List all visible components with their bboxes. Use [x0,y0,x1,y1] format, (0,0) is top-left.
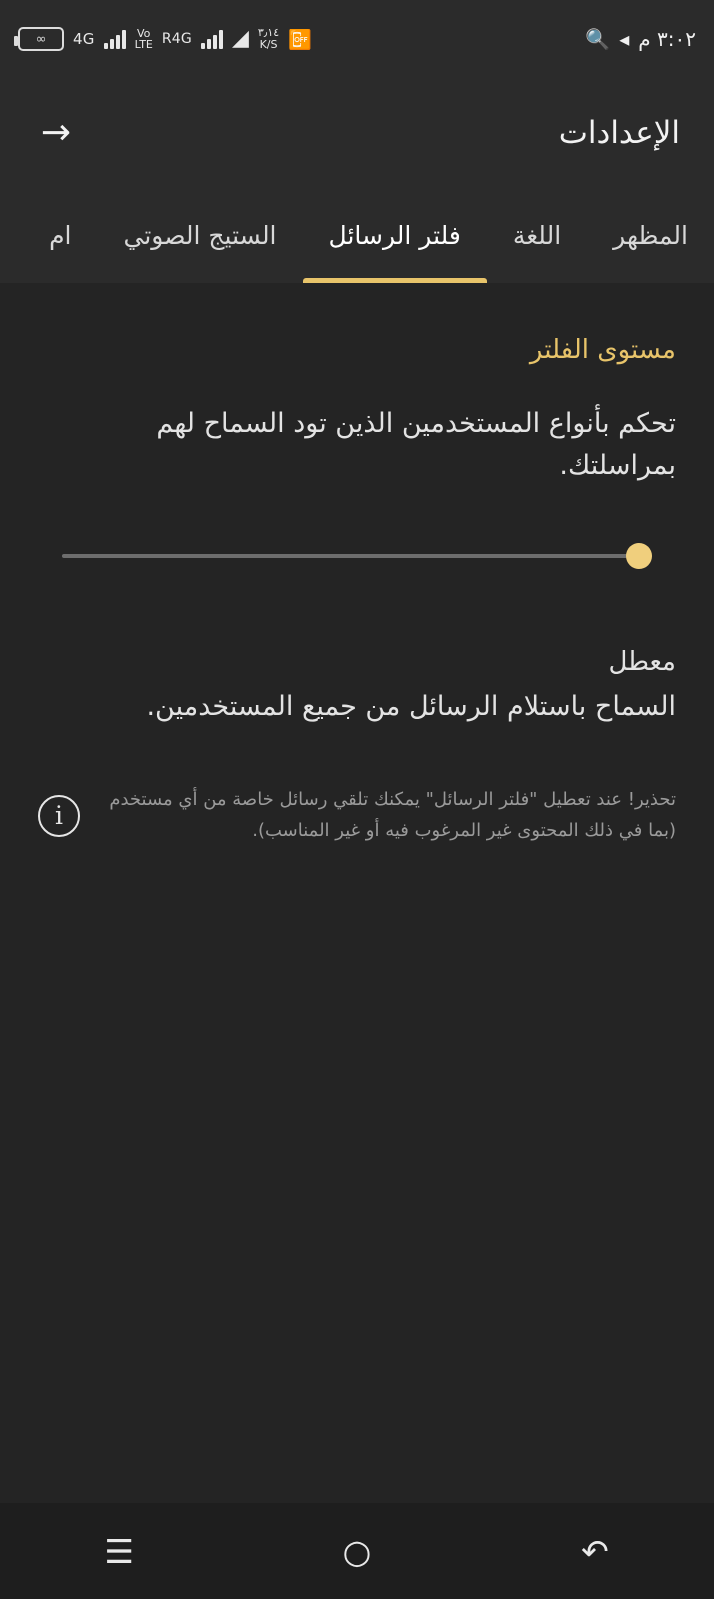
vibrate-icon: 📴 [288,28,312,51]
network-speed-indicator [258,27,279,50]
page-title: الإعدادات [558,115,680,151]
telegram-icon: ◂ [619,27,630,51]
volte-bottom-label: LTE [134,38,153,51]
filter-state-label: معطل [608,646,676,677]
wifi-icon: ◢ [231,26,249,51]
slider-thumb[interactable] [626,543,652,569]
warning-text: تحذير! عند تعطيل "فلتر الرسائل" يمكنك تلقي رسائل خاصة من أي مستخدم (بما في ذلك المحتوى غير المرغوب فيه أو غير المناسب). [109,789,676,841]
system-navigation-bar[interactable] [0,1503,714,1599]
back-arrow-icon[interactable]: → [40,112,72,153]
signal-bars-icon-2 [201,29,223,49]
network-speed-value: ٣٫١٤ [257,26,280,40]
warning-row [38,785,676,846]
battery-text: ∞ [35,31,47,47]
network-r4g-label: R4G [161,31,192,47]
volte-top-label: Vo [137,27,151,40]
slider-track [62,554,652,558]
tab-language[interactable]: اللغة [512,221,562,250]
settings-content [0,283,714,1503]
tab-voice-stage[interactable]: الستيج الصوتي [123,221,277,250]
volte-icon [135,28,153,50]
battery-icon [18,27,64,51]
filter-level-slider[interactable] [62,543,652,569]
home-icon[interactable]: ○ [342,1531,372,1571]
tab-general-clipped[interactable]: ام [49,221,72,250]
back-icon[interactable]: ↶ [581,1531,609,1571]
tab-message-filter[interactable]: فلتر الرسائل [303,188,487,283]
info-icon[interactable]: i [38,795,80,837]
filter-state-description: السماح باستلام الرسائل من جميع المستخدمين. [146,690,676,722]
tab-appearance[interactable]: المظهر [613,221,688,250]
signal-bars-icon-1 [104,29,126,49]
recents-icon[interactable]: ☰ [104,1531,134,1571]
status-clock: ٣:٠٢ م [638,27,696,51]
network-speed-unit: K/S [259,38,278,51]
section-title-filter-level: مستوى الفلتر [529,335,676,365]
search-icon: 🔍 [585,27,611,51]
settings-tab-bar[interactable] [0,188,714,283]
network-4g-label: 4G [73,30,95,48]
filter-level-slider-wrapper[interactable] [38,527,676,585]
status-bar [0,0,714,78]
app-bar [0,78,714,188]
filter-level-description: تحكم بأنواع المستخدمين الذين تود السماح لهم بمراسلتك. [156,408,676,481]
